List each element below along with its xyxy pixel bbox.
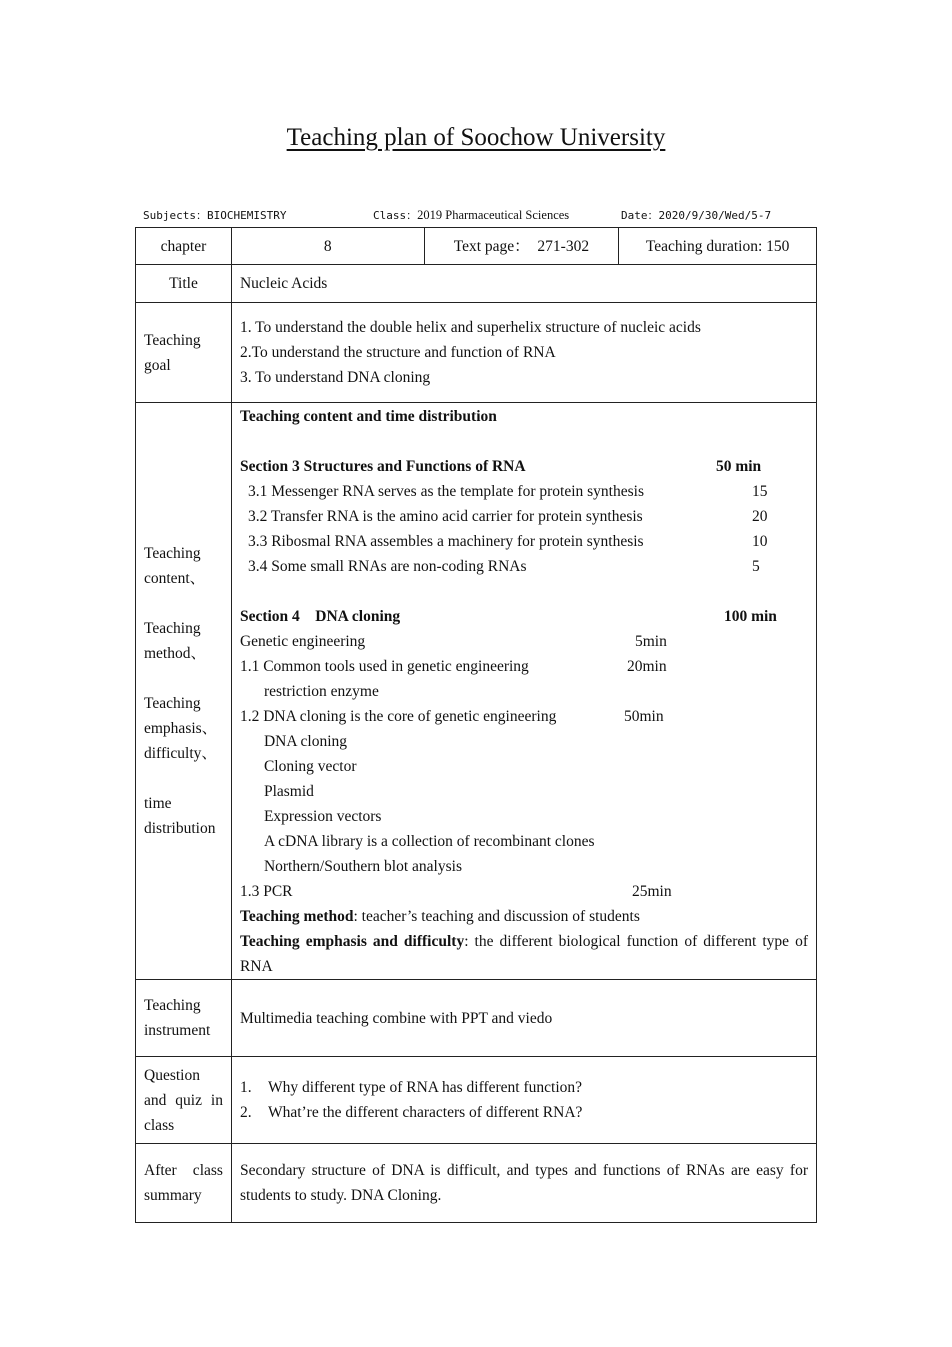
content-label-line: difficulty、	[144, 745, 217, 762]
instrument-value: Multimedia teaching combine with PPT and viedo	[231, 980, 816, 1057]
instrument-row	[136, 980, 817, 1057]
content-label-line: Teaching	[144, 545, 201, 562]
content-label-line: Teaching	[144, 695, 201, 712]
teaching-duration: Teaching duration: 150	[619, 228, 817, 265]
summary-label-line: After class	[144, 1162, 223, 1179]
date-field: Date：2020/9/30/Wed/5-7	[621, 209, 772, 222]
content-label	[136, 403, 232, 980]
content-heading: Teaching content and time distribution	[239, 408, 497, 425]
section4-subitem: Plasmid	[263, 783, 314, 800]
item-time: 25min	[631, 883, 672, 900]
goal-label-line: goal	[144, 356, 171, 374]
section4-subitem: DNA cloning	[263, 733, 348, 750]
chapter-value: 8	[231, 228, 424, 265]
section4-item: 1.1 Common tools used in genetic engineering 20min	[240, 654, 808, 679]
text-page-value: 271-302	[537, 237, 590, 255]
goal-item: 3. To understand DNA cloning	[239, 369, 431, 386]
section3-time: 50 min	[715, 458, 762, 475]
summary-label	[136, 1144, 232, 1223]
content-row	[136, 403, 817, 980]
goal-label-line: Teaching	[144, 331, 201, 349]
item-time: 10	[751, 533, 768, 550]
class-label: Class：	[373, 209, 418, 222]
content-label-line: Teaching	[144, 620, 201, 637]
teaching-method: Teaching method: teacher’s teaching and discussion of students	[239, 908, 640, 925]
item-time: 5min	[634, 633, 667, 650]
title-value: Nucleic Acids	[231, 265, 816, 303]
section4-item: 1.3 PCR 25min	[240, 879, 808, 904]
content-label-line: time	[144, 795, 172, 812]
section4-subitem: Cloning vector	[263, 758, 357, 775]
instrument-label	[136, 980, 232, 1057]
summary-value: Secondary structure of DNA is difficult, and types and functions of RNAs are easy for students to study. DNA Cloning.	[231, 1144, 816, 1223]
instrument-label-line: instrument	[144, 1022, 211, 1039]
section3-item: 3.1 Messenger RNA serves as the template for protein synthesis 15	[240, 479, 808, 504]
item-time: 20min	[626, 658, 667, 675]
quiz-row	[136, 1057, 817, 1144]
quiz-label-line: and quiz in	[144, 1091, 223, 1109]
content-label-line: method、	[144, 645, 206, 662]
section4-title: Section 4 DNA cloning 100 min	[240, 604, 808, 629]
section3-item: 3.4 Some small RNAs are non-coding RNAs 5	[240, 554, 808, 579]
section3-title: Section 3 Structures and Functions of RNA 50 min	[240, 454, 808, 479]
class-field	[373, 207, 569, 223]
quiz-label-line: class	[144, 1116, 175, 1134]
title-label: Title	[136, 265, 232, 303]
quiz-label	[136, 1057, 232, 1144]
goal-row	[136, 303, 817, 403]
class-value: 2019 Pharmaceutical Sciences	[417, 208, 570, 222]
subjects-field: Subjects：BIOCHEMISTRY	[143, 209, 287, 222]
quiz-label-line: Question	[144, 1066, 200, 1084]
content-label-line: emphasis、	[144, 720, 218, 737]
section4-subitem: Northern/Southern blot analysis	[263, 858, 462, 875]
section3-item: 3.3 Ribosmal RNA assembles a machinery for protein synthesis 10	[240, 529, 808, 554]
section4-subitem: Expression vectors	[263, 808, 382, 825]
section4-subitem: A cDNA library is a collection of recombinant clones	[263, 833, 595, 850]
document-title: Teaching plan of Soochow University	[286, 124, 666, 151]
text-page-cell	[424, 228, 619, 265]
summary-label-line: summary	[144, 1187, 202, 1204]
item-time: 50min	[623, 708, 664, 725]
item-time: 5	[751, 558, 760, 575]
goal-list	[231, 303, 816, 403]
section4-item: 1.2 DNA cloning is the core of genetic engineering 50min	[240, 704, 808, 729]
content-body	[231, 403, 816, 980]
content-label-line: distribution	[144, 820, 216, 837]
section4-subitem: restriction enzyme	[263, 683, 379, 700]
section4-item: Genetic engineering 5min	[240, 629, 808, 654]
content-label-line: content、	[144, 570, 206, 587]
section3-item: 3.2 Transfer RNA is the amino acid carrier for protein synthesis 20	[240, 504, 808, 529]
title-row	[136, 265, 817, 303]
teaching-plan-table	[135, 227, 817, 1223]
summary-row	[136, 1144, 817, 1223]
quiz-list	[231, 1057, 816, 1144]
goal-item: 1. To understand the double helix and superhelix structure of nucleic acids	[239, 319, 701, 336]
goal-label	[136, 303, 232, 403]
chapter-label: chapter	[136, 228, 232, 265]
item-time: 15	[751, 483, 768, 500]
quiz-item: 1. Why different type of RNA has different function?	[239, 1079, 583, 1096]
header-row	[136, 228, 817, 265]
teaching-emphasis: Teaching emphasis and difficulty: the different biological function of different type of RNA	[239, 933, 809, 975]
item-time: 20	[751, 508, 768, 525]
section4-time: 100 min	[723, 608, 777, 625]
goal-item: 2.To understand the structure and function of RNA	[239, 344, 556, 361]
quiz-item: 2. What’re the different characters of different RNA?	[239, 1104, 583, 1121]
instrument-label-line: Teaching	[144, 997, 201, 1014]
text-page-label: Text page：	[453, 237, 530, 255]
